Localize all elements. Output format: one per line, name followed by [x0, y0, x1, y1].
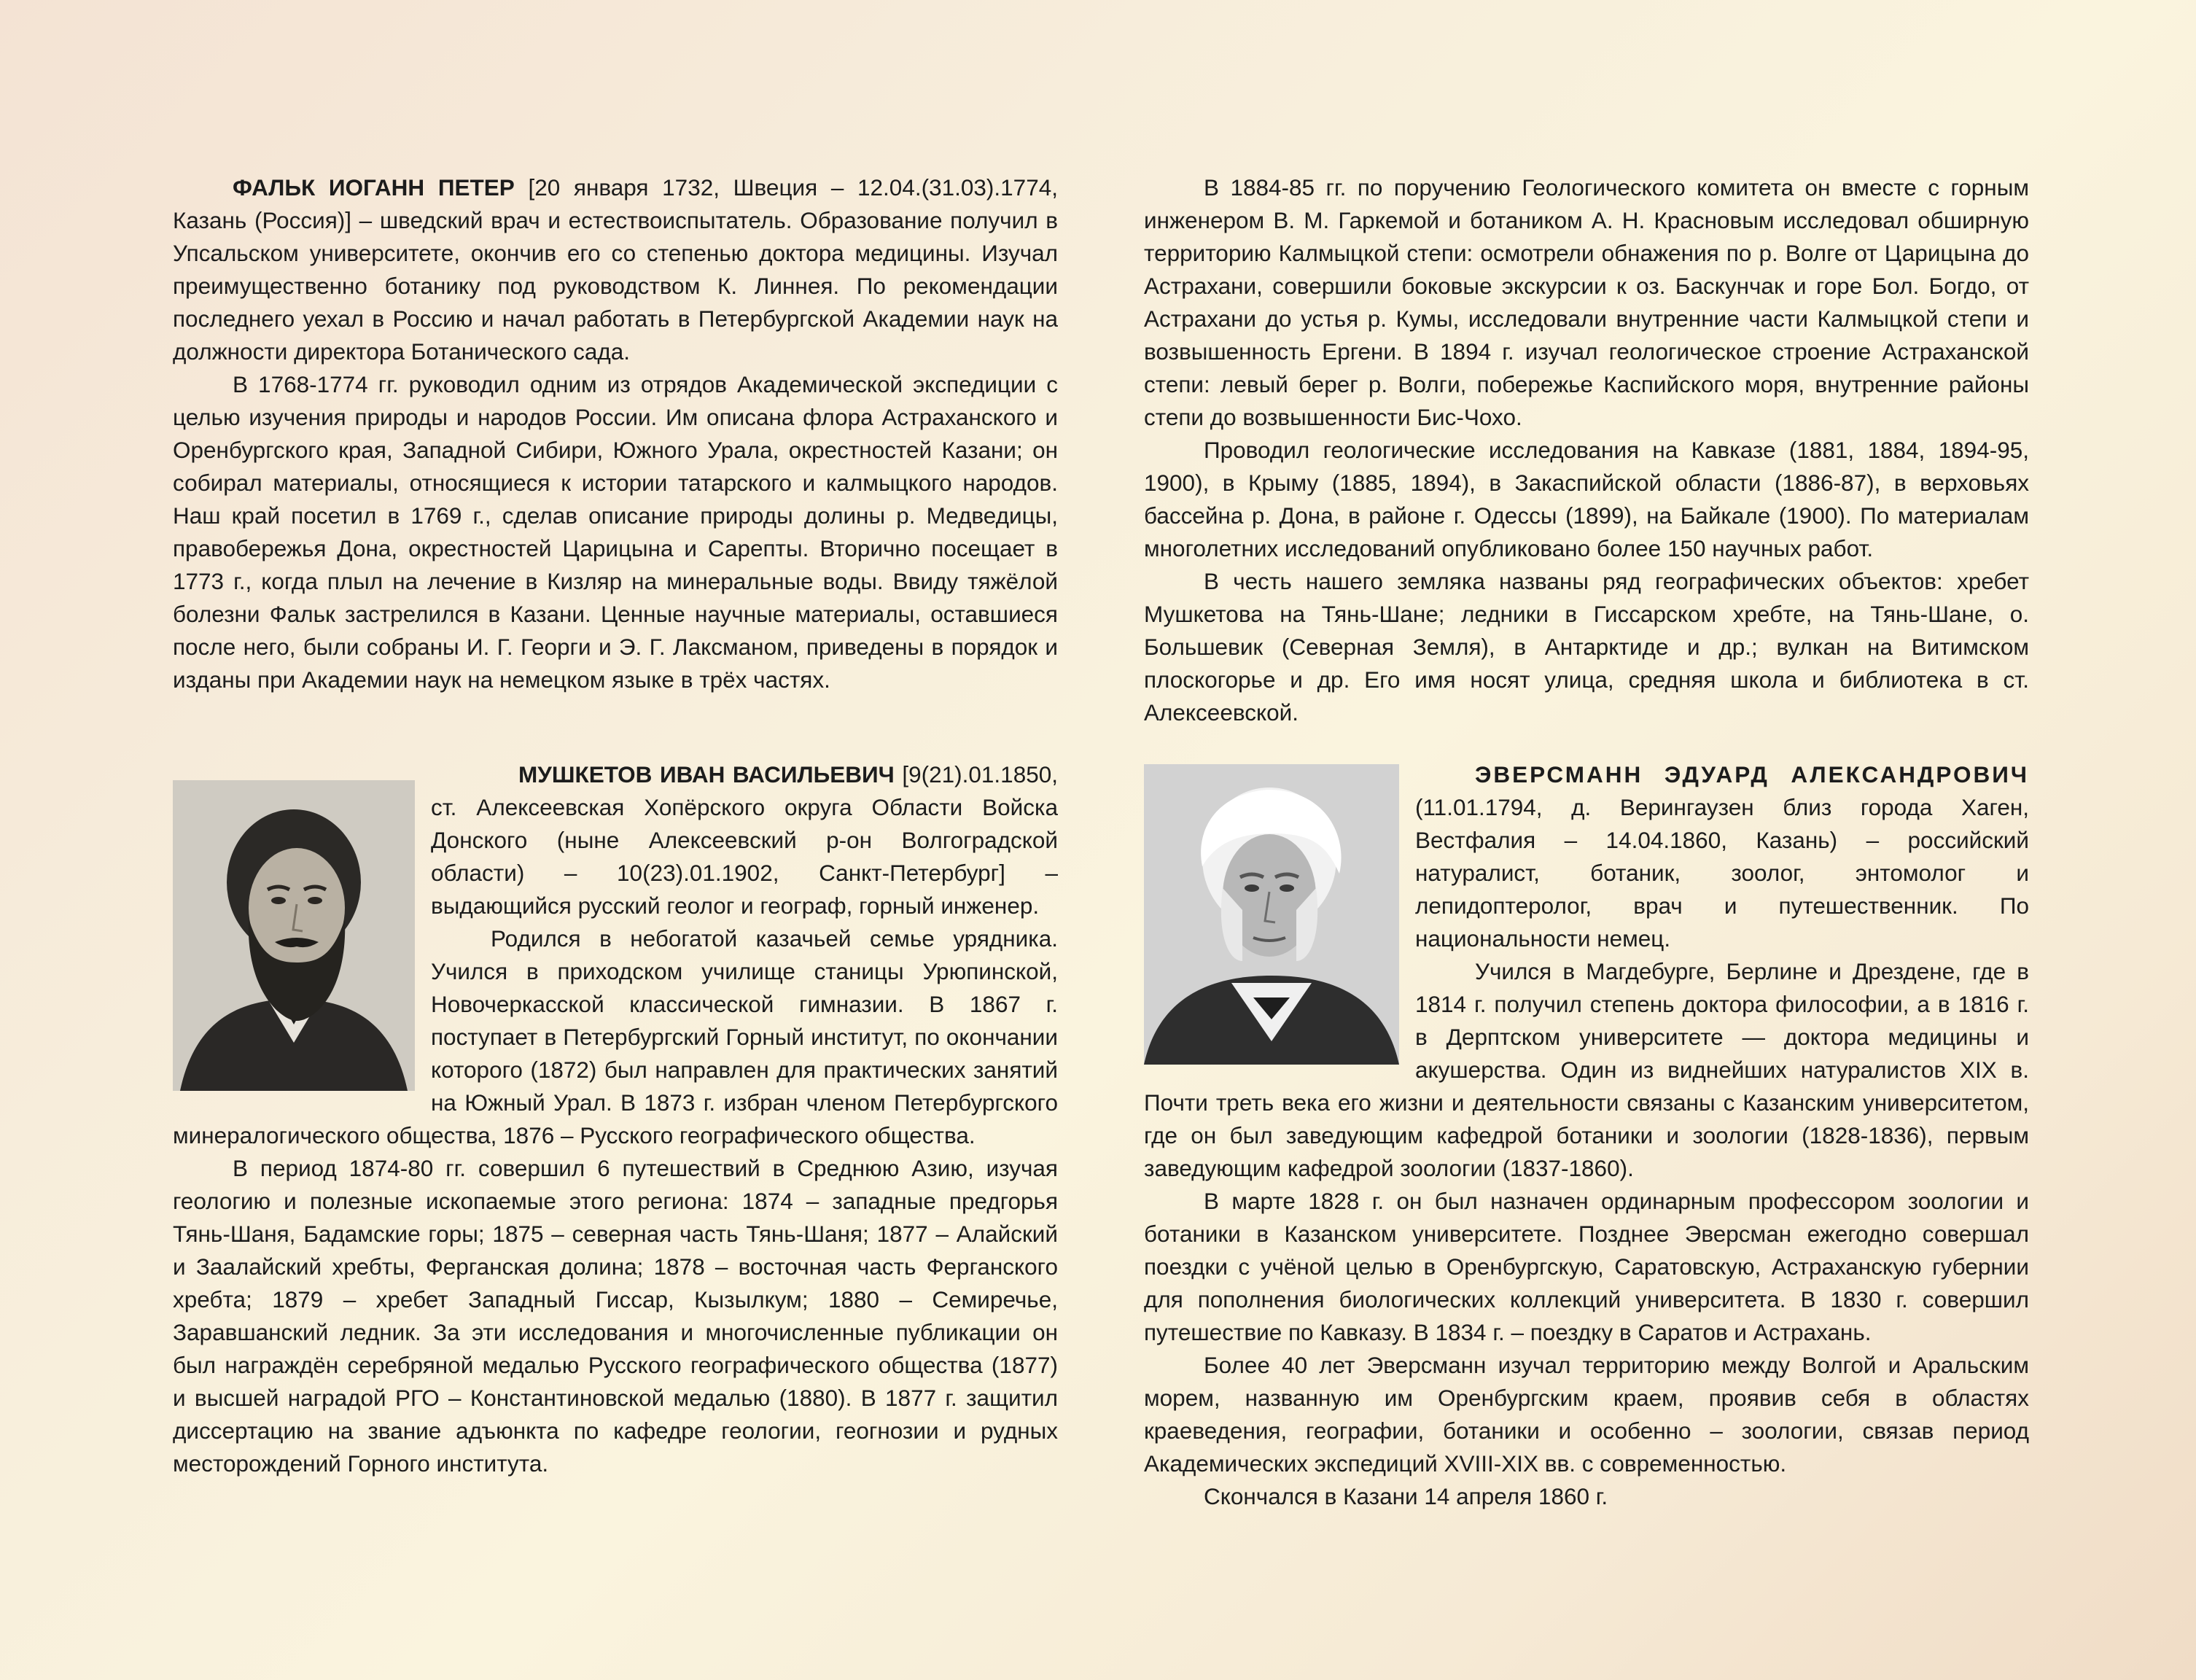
eversmann-paragraph-3: В марте 1828 г. он был назначен ординарным профессором зоологии и ботаники в Казанском университете. Позднее Эверсман ежегодно совершал поездки с учёной целью в Оренбургскую, Саратовскую, Астраханскую губернии для пополнения биологических коллекций университета. В 1830 г. совершил путешествие по Кавказу. В 1834 г. – поездку в Саратов и Астрахань. — [1144, 1188, 2029, 1345]
eversmann-portrait — [1144, 764, 1399, 1065]
mushketov-continuation — [1144, 171, 2029, 729]
eversmann-name: ЭВЕРСМАНН ЭДУАРД АЛЕКСАНДРОВИЧ — [1475, 761, 2029, 788]
mushketov-intro: [9(21).01.1850, ст. Алексеевская Хопёрского округа Области Войска Донского (ныне Алексеевский р-он Волгоградской области) – 10(23).01.1902, Санкт-Петербург] – выдающийся русский геолог и географ, горный инженер. — [431, 761, 1058, 919]
falk-paragraph-1 — [173, 171, 1058, 368]
eversmann-paragraph-5: Скончался в Казани 14 апреля 1860 г. — [1204, 1483, 1608, 1509]
eversmann-paragraph-4: Более 40 лет Эверсманн изучал территорию между Волгой и Аральским морем, названную им Оренбургским краем, проявив себя в областях краеведения, географии, ботаники и особенно – зоологии, связав период Академических экспедиций XVIII-XIX вв. с современностью. — [1144, 1352, 2029, 1477]
mushketov-paragraph-3: В период 1874-80 гг. совершил 6 путешествий в Среднюю Азию, изучая геологию и полезные ископаемые этого региона: 1874 – западные предгорья Тянь-Шаня, Бадамские горы; 1875 – северная часть Тянь-Шаня; 1877 – Алайский и Заалайский хребты, Ферганская долина; 1878 – восточная часть Ферганского хребта; 1879 – хребет Западный Гиссар, Кызылкум; 1880 – Семиречье, Заравшанский ледник. За эти исследования и многочисленные публикации он был награждён серебряной медалью Русского географического общества (1877) и высшей наградой РГО – Константиновской медалью (1880). В 1877 г. защитил диссертацию на звание адъюнкта по кафедре геологии, геогнозии и рудных месторождений Горного института. — [173, 1155, 1058, 1477]
falk-intro: [20 января 1732, Швеция – 12.04.(31.03).1774, Казань (Россия)] – шведский врач и естествоиспытатель. Образование получил в Упсальском университете, окончив его со степенью доктора медицины. Изучал преимущественно ботанику под руководством К. Линнея. По рекомендации последнего уехал в Россию и начал работать в Петербургской Академии наук на должности директора Ботанического сада. — [173, 174, 1058, 365]
mushketov-cont-paragraph-2: Проводил геологические исследования на Кавказе (1881, 1884, 1894-95, 1900), в Крыму (1885, 1894), в Закаспийской области (1886-87), в верховьях бассейна р. Дона, в районе г. Одессы (1899), на Байкале (1900). По материалам многолетних исследований опубликовано более 150 научных работ. — [1144, 437, 2029, 561]
falk-paragraph-2: В 1768-1774 гг. руководил одним из отрядов Академической экспедиции с целью изучения природы и народов России. Им описана флора Астраханского и Оренбургского края, Западной Сибири, Южного Урала, окрестностей Казани; он собирал материалы, относящиеся к истории татарского и калмыцкого народов. Наш край посетил в 1769 г., сделав описание природы долины р. Медведицы, правобережья Дона, окрестностей Царицына и Сарепты. Вторично посещает в 1773 г., когда плыл на лечение в Кизляр на минеральные воды. Ввиду тяжёлой болезни Фальк застрелился в Казани. Ценные научные материалы, оставшиеся после него, были собраны И. Г. Георги и Э. Г. Лаксманом, приведены в порядок и изданы при Академии наук на немецком языке в трёх частях. — [173, 371, 1058, 693]
falk-name: ФАЛЬК ИОГАНН ПЕТЕР — [233, 174, 515, 201]
mushketov-cont-paragraph-3: В честь нашего земляка названы ряд географических объектов: хребет Мушкетова на Тянь-Шане; ледники в Гиссарском хребте, на Тянь-Шане, о. Большевик (Северная Земля), в Антарктиде и др.; вулкан на Витимском плоскогорье и др. Его имя носят улица, средняя школа и библиотека в ст. Алексеевской. — [1144, 568, 2029, 726]
falk-article — [173, 171, 1058, 696]
eversmann-paragraph-2: Учился в Магдебурге, Берлине и Дрездене, где в 1814 г. получил степень доктора философии, а в 1816 г. в Дерптском университете — доктора медицины и акушерства. Один из виднейших натуралистов XIX в. Почти треть века его жизни и деятельности связаны с Казанским университетом, где он был заведующим кафедрой ботаники и зоологии (1828-1836), первым заведующим кафедрой зоологии (1837-1860). — [1144, 958, 2029, 1181]
mushketov-portrait — [173, 780, 415, 1091]
mushketov-article — [173, 758, 1058, 1480]
mushketov-cont-paragraph-1: В 1884-85 гг. по поручению Геологического комитета он вместе с горным инженером В. М. Гаркемой и ботаником А. Н. Красновым исследовал обширную территорию Калмыцкой степи: осмотрели обнажения по р. Волге от Царицына до Астрахани, совершили боковые экскурсии к оз. Баскунчак и горе Бол. Богдо, от Астрахани до устья р. Кумы, исследовали внутренние части Калмыцкой степи и возвышенность Ергени. В 1894 г. изучал геологическое строение Астраханской степи: левый берег р. Волги, побережье Каспийского моря, внутренние районы степи до возвышенности Бис-Чохо. — [1144, 174, 2029, 430]
eversmann-intro: (11.01.1794, д. Верингаузен близ города Хаген, Вестфалия – 14.04.1860, Казань) – российский натуралист, ботаник, зоолог, энтомолог и лепидоптеролог, врач и путешественник. По национальности немец. — [1415, 794, 2029, 952]
mushketov-paragraph-2: Родился в небогатой казачьей семье урядника. Учился в приходском училище станицы Урюпинской, Новочеркасской классической гимназии. В 1867 г. поступает в Петербургский Горный институт, по окончании которого (1872) был направлен для практических занятий на Южный Урал. В 1873 г. избран членом Петербургского минералогического общества, 1876 – Русского географического общества. — [173, 925, 1058, 1148]
mushketov-name: МУШКЕТОВ ИВАН ВАСИЛЬЕВИЧ — [518, 761, 895, 788]
eversmann-article — [1144, 758, 2029, 1513]
